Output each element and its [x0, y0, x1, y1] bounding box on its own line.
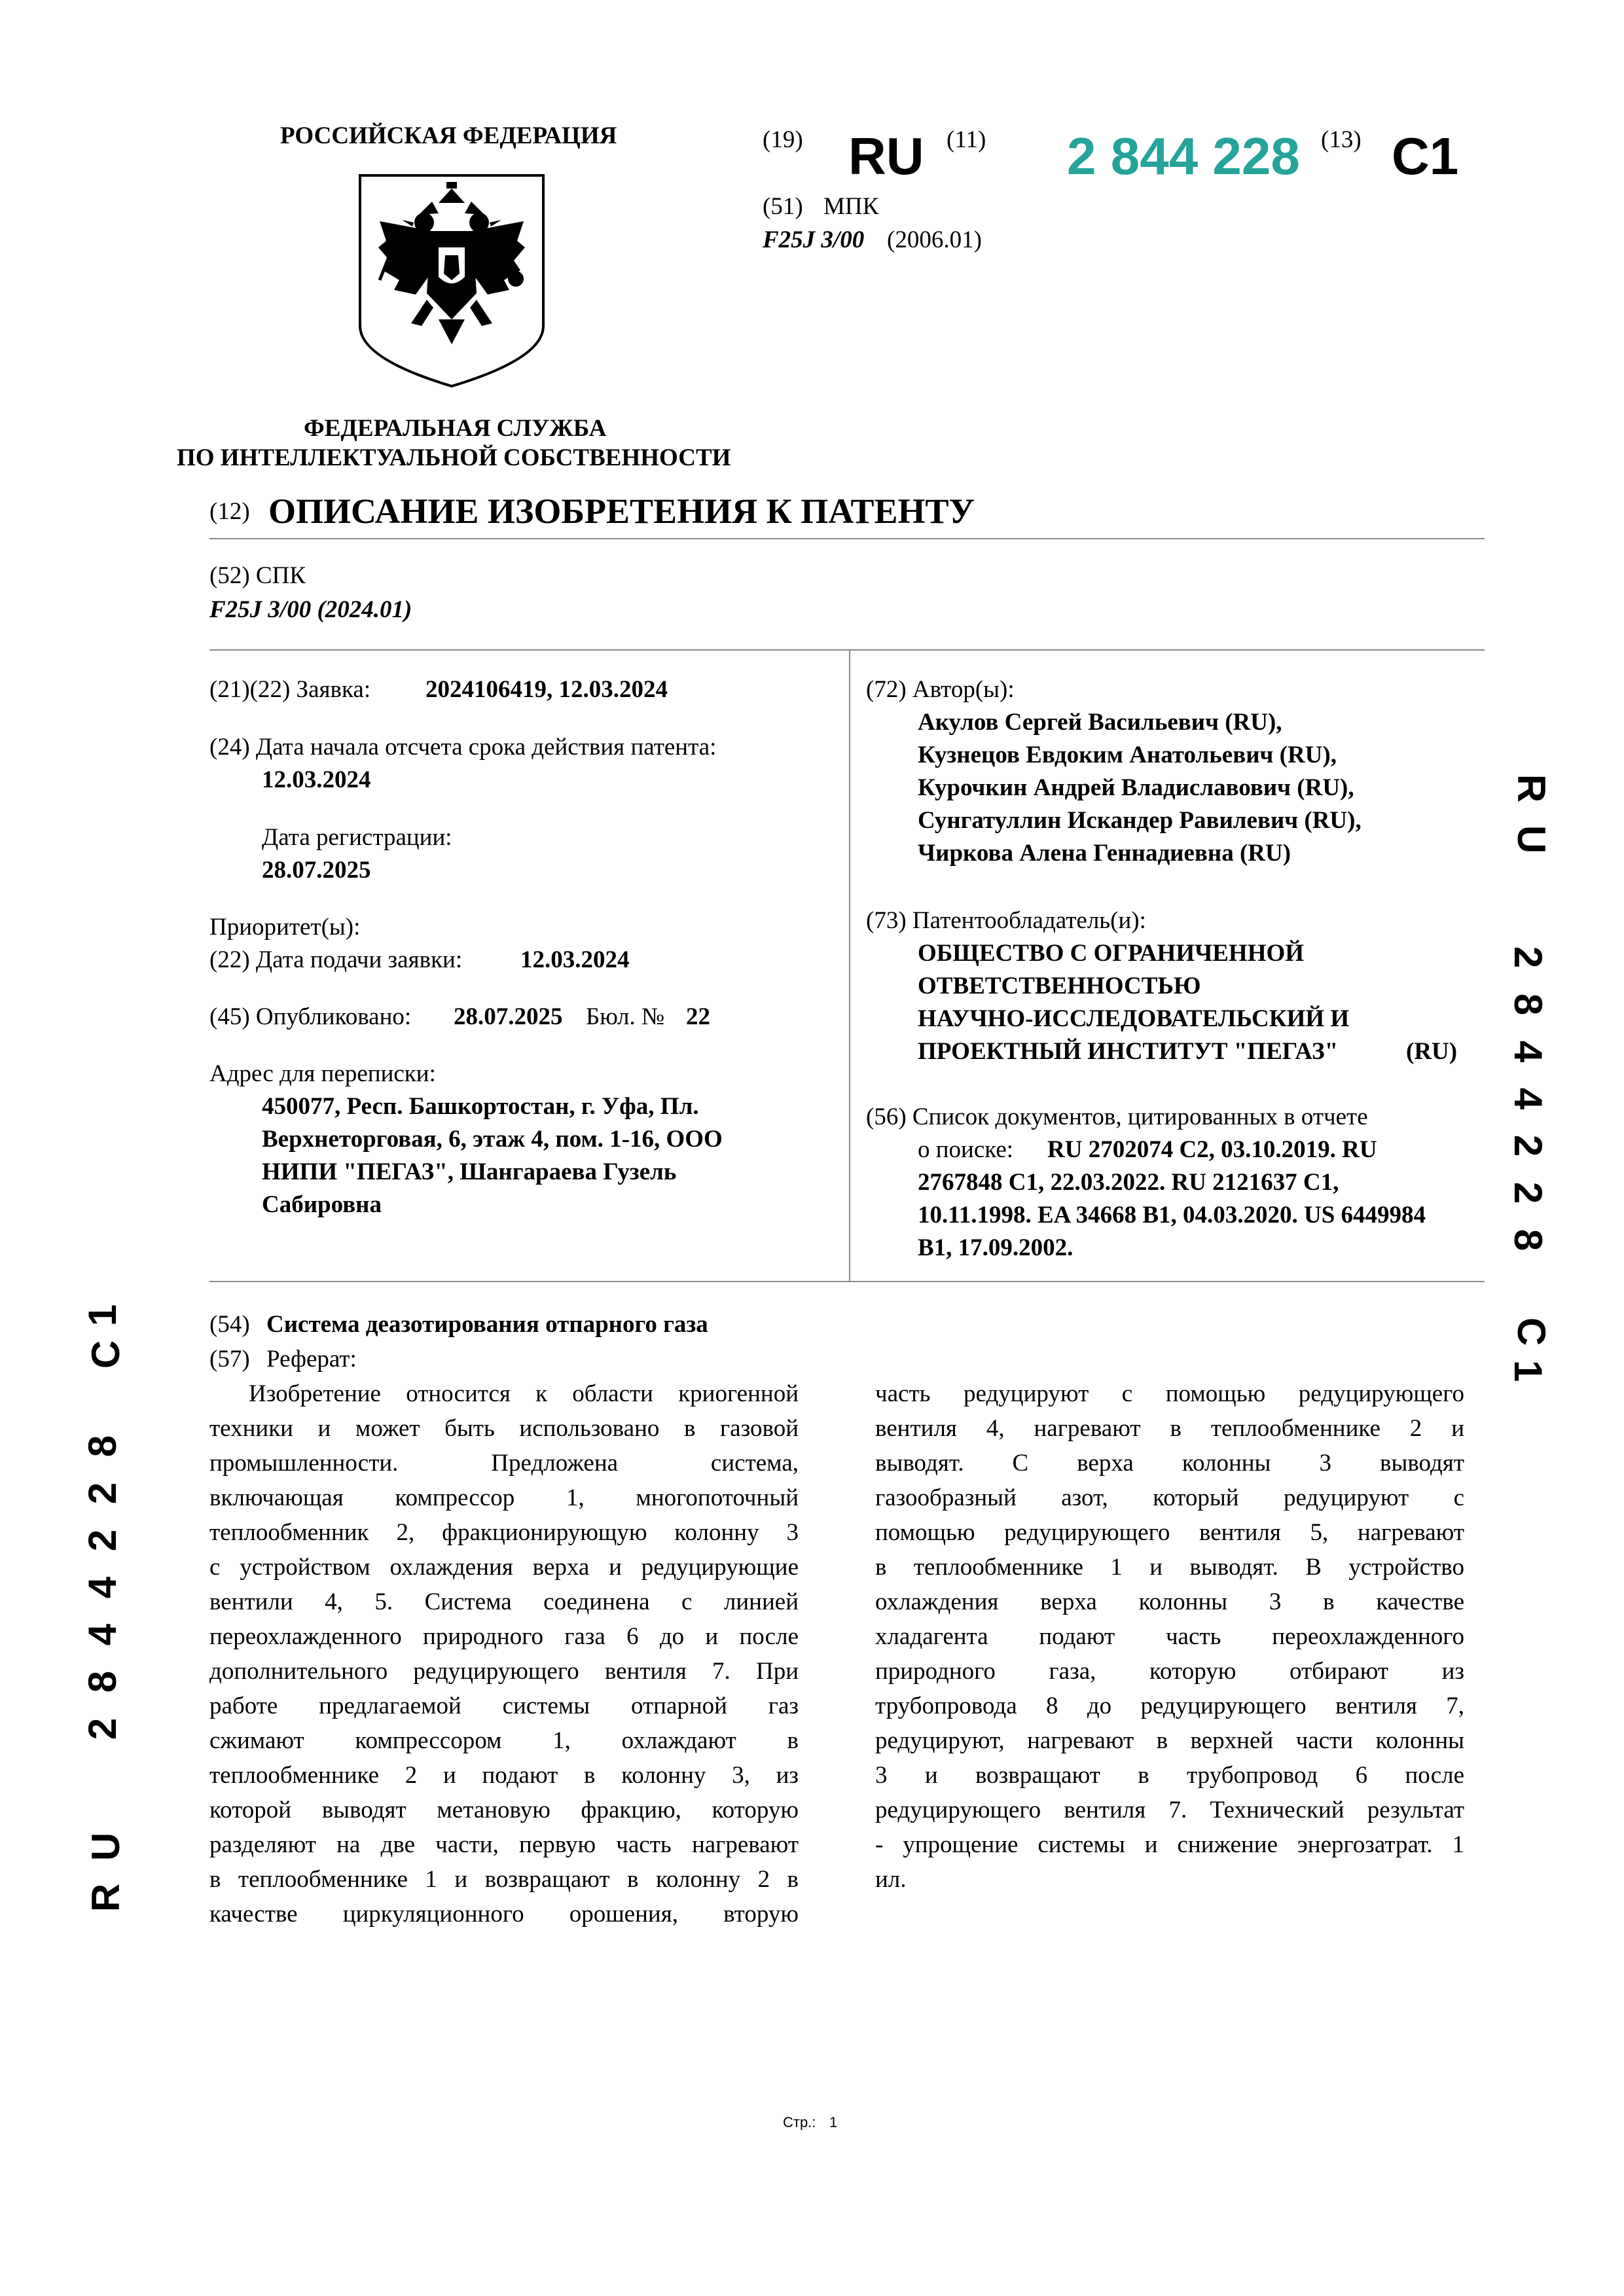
side-char: 8: [81, 1435, 125, 1458]
author: Сунгатуллин Искандер Равилевич (RU),: [918, 807, 1362, 834]
divider: [209, 1281, 1485, 1282]
bulletin-number: 22: [686, 1003, 710, 1030]
address-line: Сабировна: [262, 1191, 382, 1218]
side-char: 2: [1506, 1181, 1551, 1204]
filing-date-value: 12.03.2024: [520, 946, 630, 973]
priority-label: Приоритет(ы):: [209, 914, 361, 941]
abstract-line: теплообменник 2, фракционирующую колонну 3: [209, 1519, 799, 1546]
author: Кузнецов Евдоким Анатольевич (RU),: [918, 742, 1337, 768]
side-char: 4: [81, 1576, 125, 1599]
side-char: C: [84, 1340, 128, 1369]
inid-code-13: (13): [1321, 126, 1362, 153]
divider: [209, 538, 1485, 539]
bulletin-label: Бюл. №: [586, 1003, 665, 1030]
abstract-line: включающая компрессор 1, многопоточный: [209, 1484, 799, 1511]
application-value: 2024106419, 12.03.2024: [425, 676, 668, 703]
cited-doc-line: RU 2702074 C2, 03.10.2019. RU: [1047, 1136, 1377, 1163]
side-label-left: [81, 1293, 151, 1921]
inid-code-19: (19): [763, 126, 803, 153]
abstract-line: хладагента подают часть переохлажденного: [875, 1623, 1464, 1650]
inid-code-12: (12): [209, 498, 250, 525]
agency-name-line2: ПО ИНТЕЛЛЕКТУАЛЬНОЙ СОБСТВЕННОСТИ: [177, 444, 731, 471]
spk-label: (52) СПК: [209, 562, 306, 589]
side-char: 8: [1506, 993, 1551, 1016]
cited-docs-prefix: о поиске:: [918, 1136, 1014, 1163]
abstract-line: которой выводят метановую фракцию, которую: [209, 1797, 799, 1823]
inid-code-54: (54): [209, 1311, 250, 1338]
address-label: Адрес для переписки:: [209, 1060, 436, 1087]
abstract-line: промышленности. Предложена система,: [209, 1450, 799, 1477]
owner-line: ОБЩЕСТВО С ОГРАНИЧЕННОЙ: [918, 940, 1305, 967]
side-char: 2: [81, 1529, 125, 1552]
mpk-class: F25J 3/00: [763, 226, 865, 253]
abstract-line: - упрощение системы и снижение энергозатрат. 1: [875, 1831, 1464, 1858]
term-start-label: (24) Дата начала отсчета срока действия патента:: [209, 734, 717, 761]
filing-date-label: (22) Дата подачи заявки:: [209, 946, 463, 973]
address-line: 450077, Респ. Башкортостан, г. Уфа, Пл.: [262, 1093, 699, 1120]
side-char: R: [84, 1883, 128, 1912]
abstract-column-1: [209, 1376, 799, 1931]
published-label: (45) Опубликовано:: [209, 1003, 412, 1030]
cited-doc-line: 2767848 C1, 22.03.2022. RU 2121637 C1,: [918, 1169, 1339, 1196]
page-label: Стр.:: [783, 2114, 816, 2130]
abstract-line: газообразный азот, который редуцируют с: [875, 1484, 1464, 1511]
owner-country: (RU): [1406, 1038, 1458, 1065]
abstract-label: Реферат:: [266, 1346, 357, 1372]
side-char: 2: [81, 1717, 125, 1740]
spk-class: F25J 3/00 (2024.01): [209, 596, 412, 623]
abstract-line: охлаждения верха колонны 3 в качестве: [875, 1588, 1464, 1615]
term-start-value: 12.03.2024: [262, 766, 371, 793]
page-number: 1: [829, 2114, 838, 2130]
abstract-line: переохлажденного природного газа 6 до и после: [209, 1623, 799, 1650]
abstract-line: вентили 4, 5. Система соединена с линией: [209, 1588, 799, 1615]
russian-coat-of-arms-icon: [353, 169, 550, 391]
abstract-line: ил.: [875, 1866, 907, 1893]
inid-code-51: (51): [763, 193, 803, 220]
abstract-line: помощью редуцирующего вентиля 5, нагревают: [875, 1519, 1464, 1546]
patent-number: 2 844 228: [1067, 127, 1300, 185]
abstract-line: с устройством охлаждения верха и редуцирующие: [209, 1554, 799, 1581]
mpk-year: (2006.01): [887, 226, 982, 253]
abstract-line: дополнительного редуцирующего вентиля 7. При: [209, 1658, 799, 1685]
owner-line: НАУЧНО-ИССЛЕДОВАТЕЛЬСКИЙ И: [918, 1005, 1350, 1032]
authors-label: (72) Автор(ы):: [866, 676, 1015, 703]
abstract-line: техники и может быть использовано в газовой: [209, 1415, 799, 1442]
side-char: U: [84, 1832, 128, 1861]
abstract-line: сжимают компрессором 1, охлаждают в: [209, 1727, 799, 1754]
abstract-line: в теплообменнике 1 и выводят. В устройство: [875, 1554, 1464, 1581]
side-label-right: [1506, 766, 1578, 1394]
side-char: 8: [81, 1670, 125, 1693]
owner-line: ПРОЕКТНЫЙ ИНСТИТУТ "ПЕГАЗ": [918, 1038, 1339, 1065]
abstract-line: теплообменнике 2 и подают в колонну 3, из: [209, 1762, 799, 1789]
author: Чиркова Алена Геннадиевна (RU): [918, 840, 1291, 867]
abstract-line: выводят. С верха колонны 3 выводят: [875, 1450, 1464, 1477]
kind-code: C1: [1392, 127, 1459, 185]
side-char: 2: [81, 1482, 125, 1505]
cited-doc-line: B1, 17.09.2002.: [918, 1234, 1074, 1261]
abstract-line: часть редуцируют с помощью редуцирующего: [875, 1380, 1464, 1407]
author: Акулов Сергей Васильевич (RU),: [918, 709, 1282, 736]
side-char: 4: [1506, 1040, 1551, 1063]
address-line: НИПИ "ПЕГАЗ", Шангараева Гузель: [262, 1158, 677, 1185]
document-title: ОПИСАНИЕ ИЗОБРЕТЕНИЯ К ПАТЕНТУ: [268, 492, 975, 531]
abstract-line: вентиля 4, нагревают в теплообменнике 2 и: [875, 1415, 1464, 1442]
abstract-line: редуцирующего вентиля 7. Технический результат: [875, 1797, 1464, 1823]
side-char: 1: [1506, 1359, 1551, 1382]
side-char: 4: [81, 1623, 125, 1646]
registration-value: 28.07.2025: [262, 857, 371, 884]
side-char: R: [1509, 774, 1554, 803]
side-char: 4: [1506, 1087, 1551, 1110]
side-char: 1: [81, 1304, 125, 1327]
side-char: 2: [1506, 946, 1551, 969]
country-code: RU: [848, 127, 924, 185]
side-char: 8: [1506, 1229, 1551, 1251]
abstract-line: редуцируют, нагревают в верхней части колонны: [875, 1727, 1464, 1754]
application-label: (21)(22) Заявка:: [209, 676, 371, 703]
abstract-column-2: [875, 1376, 1464, 1897]
cited-docs-label: (56) Список документов, цитированных в отчете: [866, 1103, 1368, 1130]
cited-doc-line: 10.11.1998. EA 34668 B1, 04.03.2020. US 6449984: [918, 1202, 1426, 1229]
author: Курочкин Андрей Владиславович (RU),: [918, 774, 1354, 801]
column-divider: [849, 649, 850, 1282]
country-name: РОССИЙСКАЯ ФЕДЕРАЦИЯ: [280, 122, 617, 149]
abstract-line: природного газа, которую отбирают из: [875, 1658, 1464, 1685]
agency-name-line1: ФЕДЕРАЛЬНАЯ СЛУЖБА: [304, 415, 607, 442]
published-value: 28.07.2025: [454, 1003, 563, 1030]
abstract-line: качестве циркуляционного орошения, вторую: [209, 1901, 799, 1928]
abstract-line: 3 и возвращают в трубопровод 6 после: [875, 1762, 1464, 1789]
registration-label: Дата регистрации:: [262, 824, 452, 851]
side-char: C: [1509, 1317, 1554, 1346]
abstract-line: в теплообменнике 1 и возвращают в колонну 2 в: [209, 1866, 799, 1893]
inid-code-57: (57): [209, 1346, 250, 1372]
side-char: 2: [1506, 1134, 1551, 1157]
divider: [209, 649, 1485, 651]
owner-line: ОТВЕТСТВЕННОСТЬЮ: [918, 973, 1201, 999]
address-line: Верхнеторговая, 6, этаж 4, пом. 1-16, ООО: [262, 1126, 723, 1153]
abstract-line: разделяют на две части, первую часть нагревают: [209, 1831, 799, 1858]
abstract-line: Изобретение относится к области криогенной: [249, 1380, 799, 1407]
invention-title: Система деазотирования отпарного газа: [266, 1311, 708, 1338]
inid-code-11: (11): [947, 126, 986, 153]
owner-label: (73) Патентообладатель(и):: [866, 907, 1146, 934]
mpk-label: МПК: [823, 193, 879, 220]
abstract-line: работе предлагаемой системы отпарной газ: [209, 1693, 799, 1719]
abstract-line: трубопровода 8 до редуцирующего вентиля 7,: [875, 1693, 1464, 1719]
side-char: U: [1509, 825, 1554, 854]
